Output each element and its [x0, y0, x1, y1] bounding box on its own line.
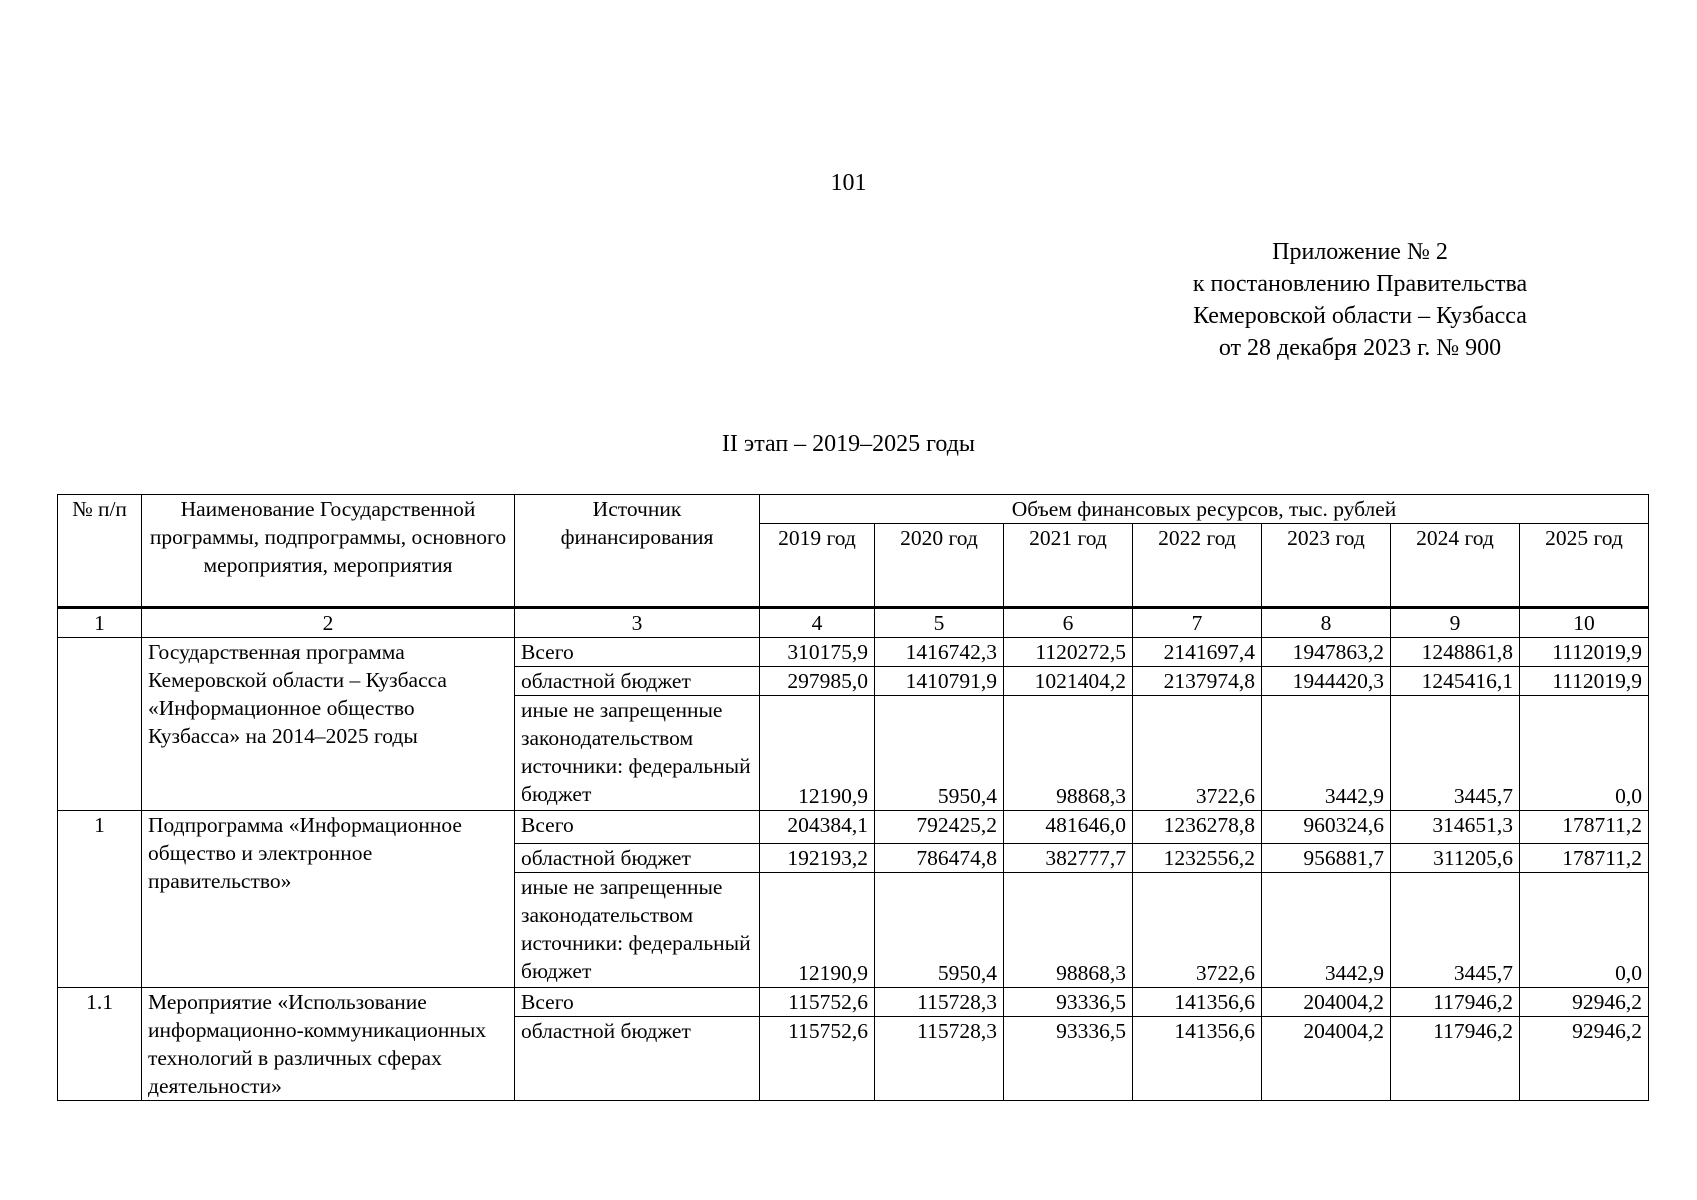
funding-value: 93336,5 — [1004, 1017, 1133, 1101]
funding-value: 1232556,2 — [1133, 844, 1262, 873]
funding-value: 382777,7 — [1004, 844, 1133, 873]
column-number-row — [58, 608, 1649, 638]
funding-source: областной бюджет — [515, 1017, 760, 1101]
funding-source: Всего — [515, 638, 760, 667]
funding-value: 1112019,9 — [1520, 638, 1649, 667]
stage-title: II этап – 2019–2025 годы — [721, 431, 976, 457]
funding-value: 2141697,4 — [1133, 638, 1262, 667]
row-number: 1 — [58, 811, 142, 988]
table-row — [58, 811, 1649, 844]
header-year: 2025 год — [1520, 524, 1649, 608]
funding-value: 115752,6 — [760, 1017, 875, 1101]
appendix-line-2: к постановлению Правительства — [1192, 271, 1528, 297]
header-year: 2023 год — [1262, 524, 1391, 608]
column-number: 1 — [58, 608, 142, 638]
funding-source: Всего — [515, 988, 760, 1017]
funding-value: 98868,3 — [1004, 696, 1133, 811]
funding-value: 5950,4 — [875, 696, 1004, 811]
funding-value: 1947863,2 — [1262, 638, 1391, 667]
header-name: Наименование Государственной программы, подпрограммы, основного мероприятия, мероприятия — [142, 495, 515, 608]
funding-value: 141356,6 — [1133, 988, 1262, 1017]
header-year: 2021 год — [1004, 524, 1133, 608]
funding-source: Всего — [515, 811, 760, 844]
funding-value: 12190,9 — [760, 873, 875, 988]
funding-value: 297985,0 — [760, 667, 875, 696]
funding-value: 204004,2 — [1262, 988, 1391, 1017]
funding-value: 115728,3 — [875, 988, 1004, 1017]
row-name: Мероприятие «Использование информационно-коммуникационных технологий в различных сферах деятельности» — [142, 988, 515, 1101]
column-number: 2 — [142, 608, 515, 638]
column-number: 5 — [875, 608, 1004, 638]
funding-value: 311205,6 — [1391, 844, 1520, 873]
financing-table — [57, 494, 1649, 1101]
funding-value: 1416742,3 — [875, 638, 1004, 667]
funding-value: 12190,9 — [760, 696, 875, 811]
header-year: 2022 год — [1133, 524, 1262, 608]
funding-value: 3722,6 — [1133, 873, 1262, 988]
funding-value: 960324,6 — [1262, 811, 1391, 844]
table-body — [58, 495, 1649, 1101]
page-number: 101 — [830, 170, 867, 196]
funding-source: областной бюджет — [515, 844, 760, 873]
funding-value: 0,0 — [1520, 696, 1649, 811]
funding-value: 2137974,8 — [1133, 667, 1262, 696]
row-number — [58, 638, 142, 811]
column-number: 9 — [1391, 608, 1520, 638]
funding-source: иные не запрещенные законодательством источники: федеральный бюджет — [515, 696, 760, 811]
funding-source: иные не запрещенные законодательством источники: федеральный бюджет — [515, 873, 760, 988]
funding-value: 792425,2 — [875, 811, 1004, 844]
funding-value: 1120272,5 — [1004, 638, 1133, 667]
column-number: 6 — [1004, 608, 1133, 638]
column-number: 7 — [1133, 608, 1262, 638]
funding-value: 314651,3 — [1391, 811, 1520, 844]
funding-value: 3442,9 — [1262, 696, 1391, 811]
funding-value: 1245416,1 — [1391, 667, 1520, 696]
appendix-line-1: Приложение № 2 — [1272, 239, 1448, 265]
header-year: 2019 год — [760, 524, 875, 608]
funding-value: 3445,7 — [1391, 696, 1520, 811]
appendix-line-3: Кемеровской области – Кузбасса — [1193, 303, 1527, 329]
row-number: 1.1 — [58, 988, 142, 1101]
appendix-block — [1140, 236, 1580, 364]
funding-value: 178711,2 — [1520, 844, 1649, 873]
funding-value: 1112019,9 — [1520, 667, 1649, 696]
funding-value: 117946,2 — [1391, 1017, 1520, 1101]
funding-value: 204384,1 — [760, 811, 875, 844]
funding-value: 786474,8 — [875, 844, 1004, 873]
funding-value: 956881,7 — [1262, 844, 1391, 873]
column-number: 4 — [760, 608, 875, 638]
header-year: 2020 год — [875, 524, 1004, 608]
funding-source: областной бюджет — [515, 667, 760, 696]
funding-value: 1944420,3 — [1262, 667, 1391, 696]
funding-value: 3722,6 — [1133, 696, 1262, 811]
funding-value: 93336,5 — [1004, 988, 1133, 1017]
column-number: 3 — [515, 608, 760, 638]
funding-value: 3445,7 — [1391, 873, 1520, 988]
funding-value: 178711,2 — [1520, 811, 1649, 844]
row-name: Государственная программа Кемеровской области – Кузбасса «Информационное общество Кузбасса» на 2014–2025 годы — [142, 638, 515, 811]
table-header-row — [58, 495, 1649, 524]
header-number: № п/п — [58, 495, 142, 608]
funding-value: 115752,6 — [760, 988, 875, 1017]
table-row — [58, 638, 1649, 667]
funding-value: 92946,2 — [1520, 1017, 1649, 1101]
funding-value: 0,0 — [1520, 873, 1649, 988]
funding-value: 98868,3 — [1004, 873, 1133, 988]
funding-value: 5950,4 — [875, 873, 1004, 988]
header-year: 2024 год — [1391, 524, 1520, 608]
row-name: Подпрограмма «Информационное общество и электронное правительство» — [142, 811, 515, 988]
appendix-line-4: от 28 декабря 2023 г. № 900 — [1218, 335, 1502, 361]
column-number: 10 — [1520, 608, 1649, 638]
table-row — [58, 988, 1649, 1017]
funding-value: 481646,0 — [1004, 811, 1133, 844]
funding-value: 1021404,2 — [1004, 667, 1133, 696]
funding-value: 115728,3 — [875, 1017, 1004, 1101]
funding-value: 204004,2 — [1262, 1017, 1391, 1101]
funding-value: 1248861,8 — [1391, 638, 1520, 667]
funding-value: 310175,9 — [760, 638, 875, 667]
funding-value: 1236278,8 — [1133, 811, 1262, 844]
header-source: Источник финансирования — [515, 495, 760, 608]
funding-value: 141356,6 — [1133, 1017, 1262, 1101]
funding-value: 92946,2 — [1520, 988, 1649, 1017]
column-number: 8 — [1262, 608, 1391, 638]
funding-value: 117946,2 — [1391, 988, 1520, 1017]
funding-value: 3442,9 — [1262, 873, 1391, 988]
funding-value: 192193,2 — [760, 844, 875, 873]
funding-value: 1410791,9 — [875, 667, 1004, 696]
header-volume: Объем финансовых ресурсов, тыс. рублей — [760, 495, 1649, 524]
